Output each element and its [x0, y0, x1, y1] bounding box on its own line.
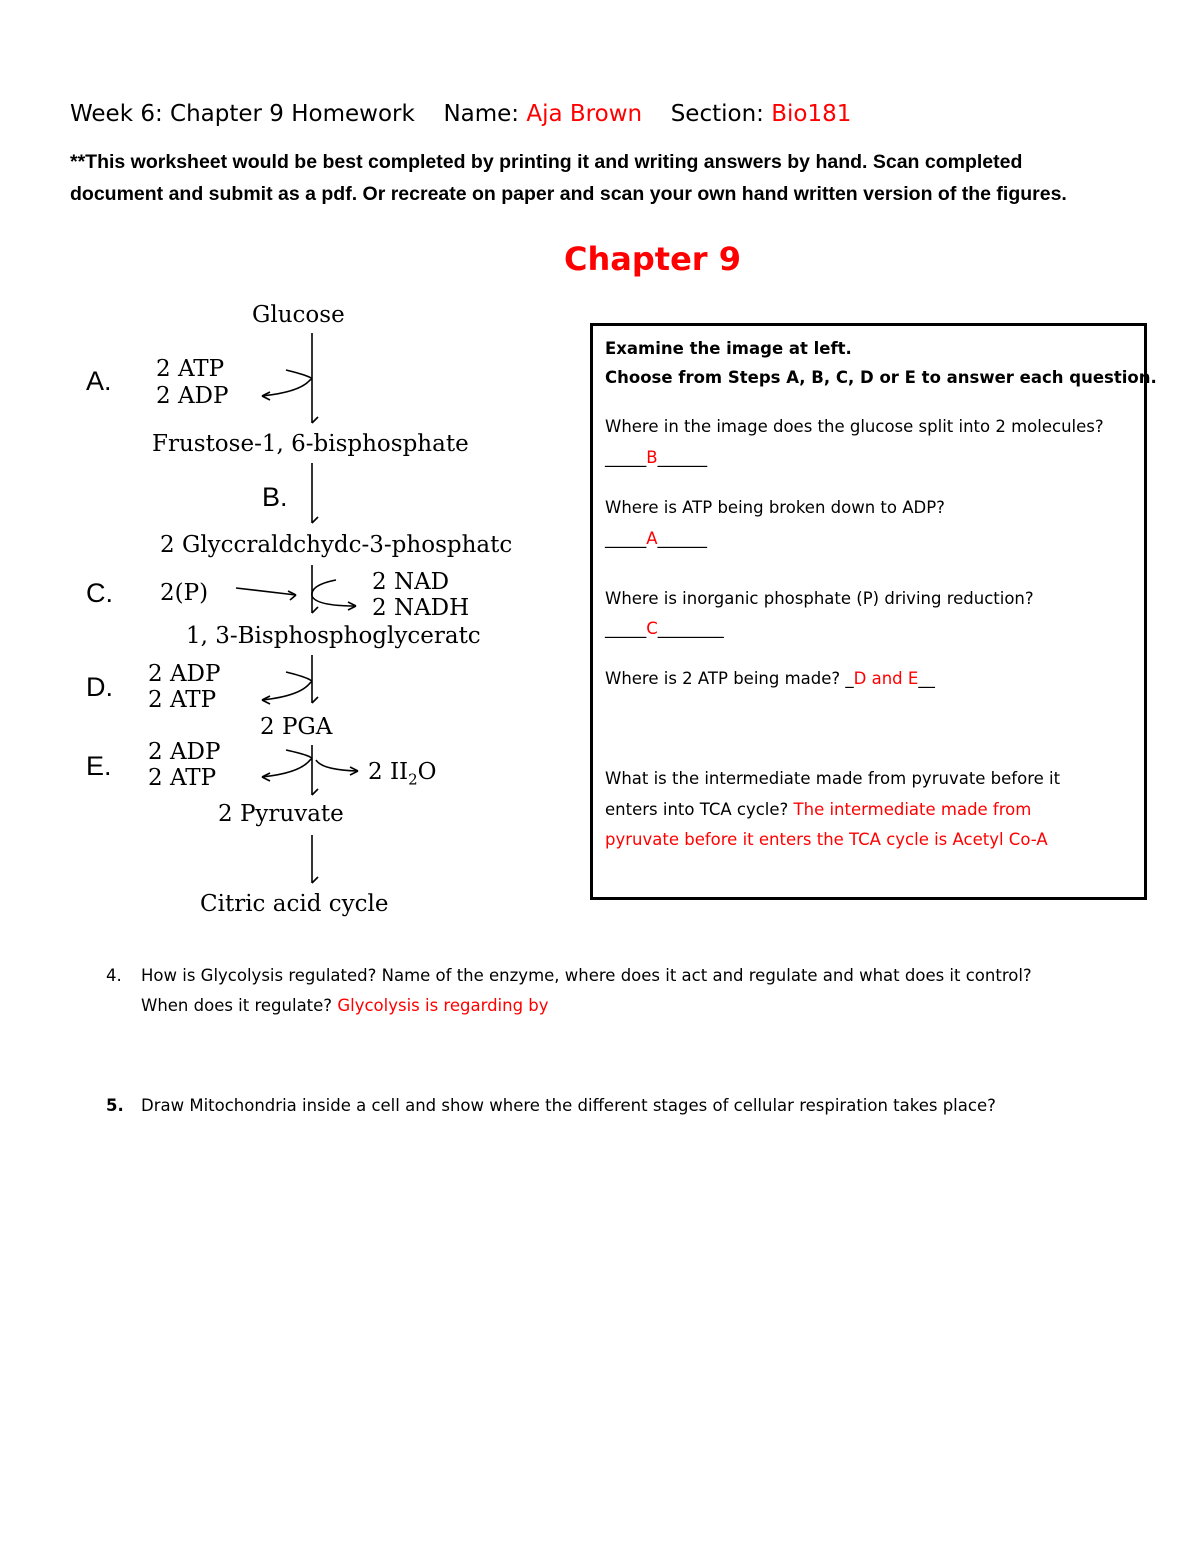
- name-value: Aja Brown: [526, 101, 643, 127]
- question-4-text: How is Glycolysis regulated? Name of the enzyme, where does it act and regulate and what does it control?: [141, 966, 1032, 985]
- water-oxygen: O: [417, 759, 437, 785]
- step-d-input: 2 ADP: [148, 661, 221, 687]
- citric-acid-cycle-label: Citric acid cycle: [200, 891, 389, 917]
- box-question-3: Where is inorganic phosphate (P) driving reduction?: [605, 589, 1034, 608]
- g3p-label: 2 Glyccraldchydc-3-phosphatc: [160, 532, 513, 558]
- answer-blank: _____: [605, 619, 647, 638]
- question-text: Where is 2 ATP being made? _: [605, 669, 854, 688]
- chapter-title: Chapter 9: [564, 240, 741, 278]
- step-d-label: D.: [86, 672, 113, 702]
- step-e-label: E.: [86, 751, 112, 781]
- question-text: When does it regulate?: [141, 996, 333, 1015]
- answer-blank: ______: [657, 448, 708, 467]
- step-a-output: 2 ADP: [156, 383, 229, 409]
- section-label: Section:: [670, 101, 764, 127]
- box-question-5-line-2: [605, 800, 1031, 819]
- question-text: enters into TCA cycle?: [605, 800, 789, 819]
- question-box: [590, 323, 1157, 900]
- pga-label: 2 PGA: [260, 714, 333, 740]
- box-answer-5-line-2: pyruvate before it enters the TCA cycle is Acetyl Co-A: [605, 830, 1048, 849]
- water-subscript: 2: [408, 770, 418, 789]
- step-d-output: 2 ATP: [148, 687, 217, 713]
- step-e-output: 2 ATP: [148, 765, 217, 791]
- answer-blank: _____: [605, 448, 647, 467]
- step-e-input: 2 ADP: [148, 739, 221, 765]
- pyruvate-label: 2 Pyruvate: [218, 801, 344, 827]
- answer-value: A: [646, 529, 658, 548]
- step-b-label: B.: [262, 482, 288, 512]
- answer-blank: ________: [657, 619, 724, 638]
- box-answer-3: [605, 619, 724, 638]
- water-prefix: 2 II: [368, 759, 409, 785]
- box-question-5-line-1: What is the intermediate made from pyruvate before it: [605, 769, 1061, 788]
- header-title: Week 6: Chapter 9 Homework: [70, 101, 415, 127]
- question-5-number: 5.: [106, 1096, 124, 1115]
- intro-line-2: document and submit as a pdf. Or recreate on paper and scan your own hand written version of the figures.: [70, 183, 1067, 205]
- answer-blank: __: [918, 669, 935, 688]
- answer-blank: _____: [605, 529, 647, 548]
- step-c-nad: 2 NAD: [372, 569, 450, 595]
- step-e-water: [368, 759, 437, 789]
- answer-value: The intermediate made from: [793, 800, 1032, 819]
- box-answer-1: [605, 448, 707, 467]
- fructose-label: Frustose-1, 6-bisphosphate: [152, 431, 469, 457]
- diagram-arrows: [0, 0, 590, 930]
- question-4-answer: Glycolysis is regarding by: [337, 996, 549, 1015]
- step-c-label: C.: [86, 578, 113, 608]
- question-4-number: 4.: [106, 966, 122, 985]
- step-c-phosphate: 2(P): [160, 580, 209, 606]
- step-c-nadh: 2 NADH: [372, 595, 470, 621]
- answer-value: D and E: [853, 669, 919, 688]
- box-question-4: [605, 669, 935, 688]
- name-label: Name:: [443, 101, 520, 127]
- glucose-label: Glucose: [252, 302, 345, 328]
- answer-value: B: [646, 448, 658, 467]
- step-a-label: A.: [86, 366, 112, 396]
- answer-blank: ______: [657, 529, 708, 548]
- box-answer-2: [605, 529, 707, 548]
- section-value: Bio181: [771, 101, 852, 127]
- intro-line-1: **This worksheet would be best completed by printing it and writing answers by hand. Scan completed: [70, 151, 1023, 173]
- answer-value: C: [646, 619, 658, 638]
- box-question-1: Where in the image does the glucose split into 2 molecules?: [605, 417, 1104, 436]
- question-5-text: Draw Mitochondria inside a cell and show where the different stages of cellular respiration takes place?: [141, 1096, 996, 1115]
- step-a-input: 2 ATP: [156, 356, 225, 382]
- box-question-2: Where is ATP being broken down to ADP?: [605, 498, 945, 517]
- box-instruction-1: Examine the image at left.: [605, 339, 852, 358]
- bpg-label: 1, 3-Bisphosphoglyceratc: [186, 623, 481, 649]
- question-4-text-line-2: [141, 996, 549, 1015]
- box-instruction-2: Choose from Steps A, B, C, D or E to answer each question.: [605, 368, 1157, 387]
